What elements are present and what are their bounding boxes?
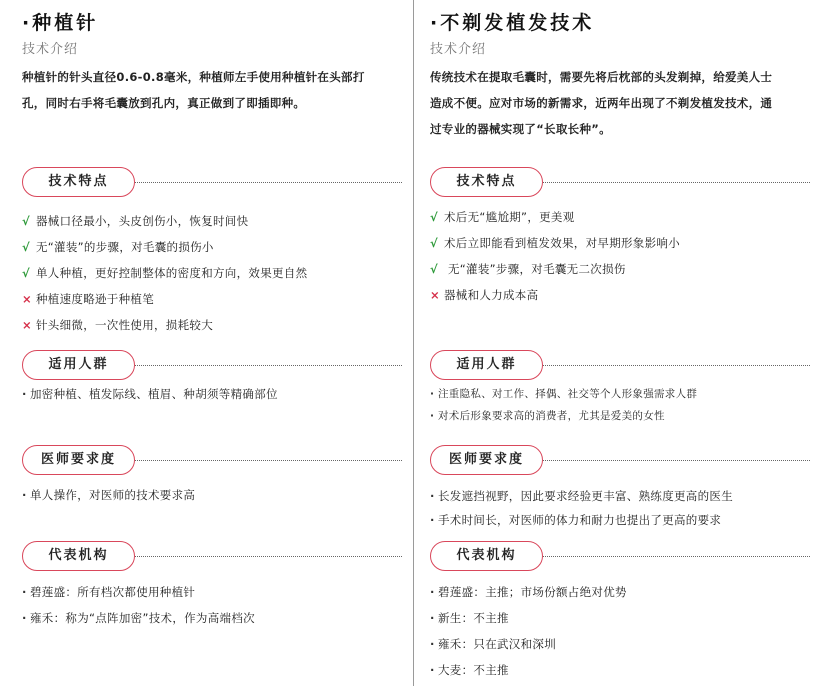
list-item: × 种植速度略逊于种植笔 (22, 286, 407, 312)
right-subtitle: 技术介绍 (430, 42, 487, 57)
list-item: · 碧莲盛：所有档次都使用种植针 (22, 579, 407, 605)
list-item: · 长发遮挡视野，因此要求经验更丰富、熟练度更高的医生 (430, 484, 815, 508)
intro-line: 孔，同时右手将毛囊放到孔内，真正做到了即插即种。 (22, 96, 306, 110)
list-item: √ 术后无“尴尬期”，更美观 (430, 204, 815, 230)
left-title: ·种植针 (22, 12, 99, 34)
audience-list (430, 383, 815, 427)
check-icon: √ (430, 262, 438, 276)
section-pill: 代表机构 (430, 541, 543, 571)
section-pill: 技术特点 (22, 167, 135, 197)
list-item: · 大麦：不主推 (430, 657, 815, 683)
list-item: × 器械和人力成本高 (430, 282, 815, 308)
doctor-list (22, 484, 407, 506)
list-item: · 雍禾：称为“点阵加密”技术，作为高端档次 (22, 605, 407, 631)
section-header-features (430, 167, 810, 201)
bullet-icon: · (430, 513, 435, 527)
bullet-icon: · (430, 388, 435, 400)
bullet-icon: · (430, 410, 435, 422)
list-item: √ 器械口径最小，头皮创伤小，恢复时间快 (22, 208, 407, 234)
cross-icon: × (430, 288, 440, 302)
dotted-rule (135, 556, 402, 557)
section-header-features (22, 167, 402, 201)
section-header-audience (22, 350, 402, 384)
check-icon: √ (22, 240, 30, 254)
bullet-icon: · (22, 585, 27, 599)
section-header-doctor (22, 445, 402, 479)
section-pill: 技术特点 (430, 167, 543, 197)
list-item: · 碧莲盛：主推；市场份额占绝对优势 (430, 579, 815, 605)
audience-list (22, 383, 407, 405)
bullet-icon: · (430, 585, 435, 599)
list-item: √ 单人种植，更好控制整体的密度和方向，效果更自然 (22, 260, 407, 286)
section-pill: 适用人群 (22, 350, 135, 380)
column-divider (413, 0, 414, 686)
doctor-list (430, 484, 815, 532)
section-pill: 适用人群 (430, 350, 543, 380)
intro-line: 造成不便。应对市场的新需求，近两年出现了不剃发植发技术，通 (430, 96, 773, 110)
list-item: · 单人操作，对医师的技术要求高 (22, 484, 407, 506)
section-header-institutions (430, 541, 810, 575)
check-icon: √ (430, 236, 438, 250)
list-item: √ 无“灌装”步骤，对毛囊无二次损伤 (430, 256, 815, 282)
features-list (22, 208, 407, 338)
dotted-rule (135, 365, 402, 366)
bullet-icon: · (430, 637, 435, 651)
section-pill: 医师要求度 (22, 445, 135, 475)
bullet-icon: · (22, 611, 27, 625)
bullet-icon: · (22, 387, 27, 401)
section-header-doctor (430, 445, 810, 479)
section-pill: 代表机构 (22, 541, 135, 571)
section-header-institutions (22, 541, 402, 575)
dotted-rule (543, 460, 810, 461)
cross-icon: × (22, 292, 32, 306)
intro-line: 过专业的器械实现了“长取长种”。 (430, 122, 611, 136)
section-pill: 医师要求度 (430, 445, 543, 475)
dotted-rule (135, 182, 402, 183)
right-intro (430, 64, 815, 142)
list-item: √ 术后立即能看到植发效果，对早期形象影响小 (430, 230, 815, 256)
left-subtitle: 技术介绍 (22, 42, 79, 57)
left-column (22, 0, 407, 686)
list-item: · 对术后形象要求高的消费者，尤其是爱美的女性 (430, 405, 815, 427)
section-header-audience (430, 350, 810, 384)
list-item: · 新生：不主推 (430, 605, 815, 631)
list-item: · 手术时间长，对医师的体力和耐力也提出了更高的要求 (430, 508, 815, 532)
list-item: · 加密种植、植发际线、植眉、种胡须等精确部位 (22, 383, 407, 405)
bullet-icon: · (430, 611, 435, 625)
list-item: × 针头细微，一次性使用，损耗较大 (22, 312, 407, 338)
bullet-icon: · (430, 489, 435, 503)
check-icon: √ (22, 214, 30, 228)
list-item: √ 无“灌装”的步骤，对毛囊的损伤小 (22, 234, 407, 260)
list-item: · 雍禾：只在武汉和深圳 (430, 631, 815, 657)
list-item: · 注重隐私、对工作、择偶、社交等个人形象强需求人群 (430, 383, 815, 405)
intro-line: 种植针的针头直径0.6-0.8毫米，种植师左手使用种植针在头部打 (22, 70, 365, 84)
check-icon: √ (430, 210, 438, 224)
right-column (430, 0, 815, 686)
check-icon: √ (22, 266, 30, 280)
institutions-list (22, 579, 407, 631)
bullet-icon: · (22, 488, 27, 502)
intro-line: 传统技术在提取毛囊时，需要先将后枕部的头发剃掉，给爱美人士 (430, 70, 773, 84)
features-list (430, 204, 815, 308)
cross-icon: × (22, 318, 32, 332)
dotted-rule (543, 182, 810, 183)
dotted-rule (135, 460, 402, 461)
institutions-list (430, 579, 815, 683)
dotted-rule (543, 556, 810, 557)
left-intro (22, 64, 407, 116)
right-title: ·不剃发植发技术 (430, 12, 595, 34)
bullet-icon: · (430, 663, 435, 677)
dotted-rule (543, 365, 810, 366)
